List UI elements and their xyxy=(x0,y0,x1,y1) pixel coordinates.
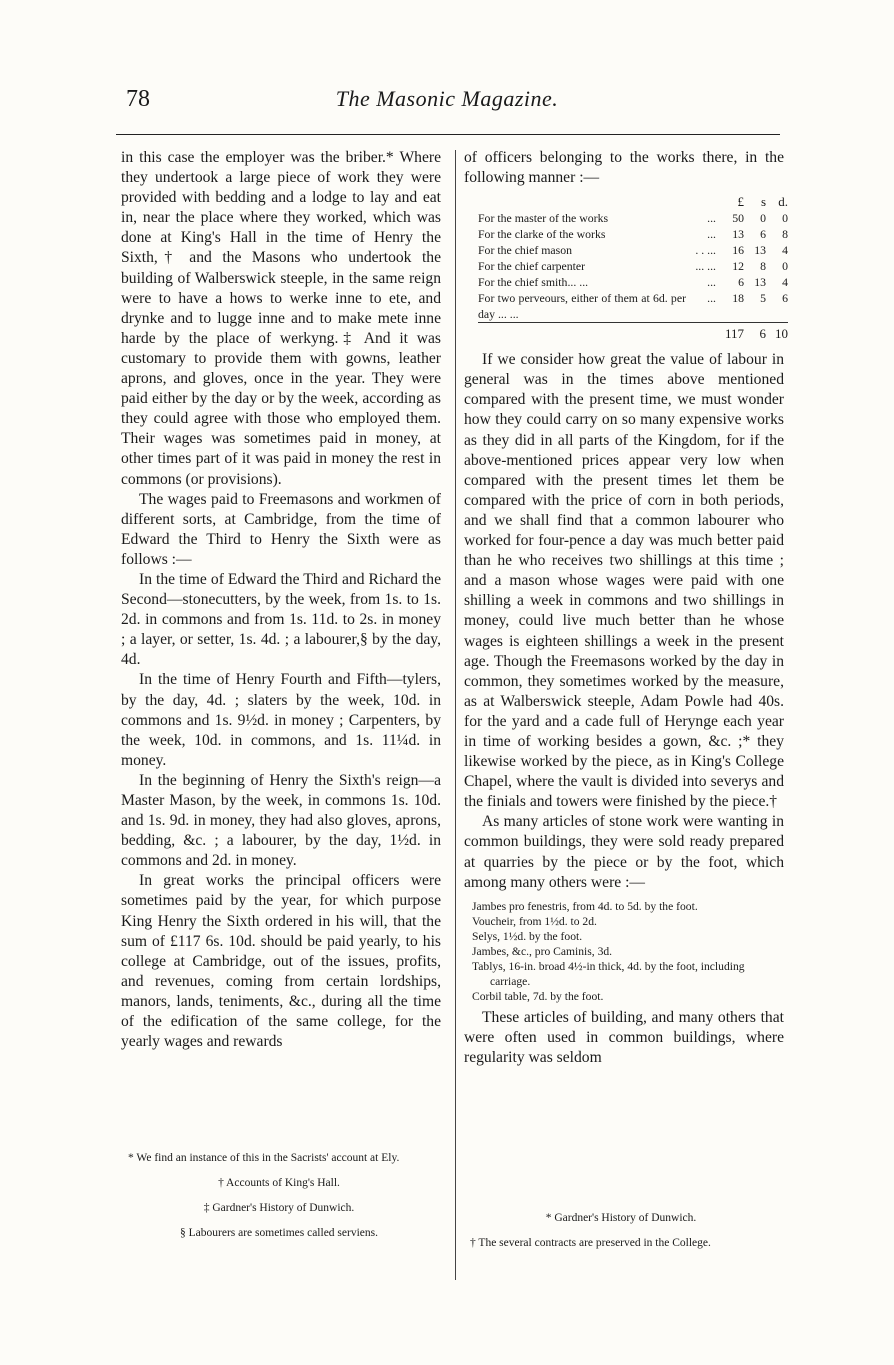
row-pence: 8 xyxy=(782,227,788,242)
row-dots: . . ... xyxy=(695,243,716,258)
row-pounds: 50 xyxy=(732,211,744,226)
row-dots: ... xyxy=(707,291,716,306)
accounts-row xyxy=(478,274,788,290)
accounts-row xyxy=(478,258,788,274)
row-shillings: 0 xyxy=(760,211,766,226)
article-item: Jambes, &c., pro Caminis, 3d. xyxy=(472,944,613,958)
row-pounds: 18 xyxy=(732,291,744,306)
accounts-row xyxy=(478,226,788,242)
left-column xyxy=(121,148,441,1052)
row-shillings: 8 xyxy=(760,259,766,274)
left-paragraph: In the time of Edward the Third and Richard the Second—stonecutters, by the week, from 1s. to 1s. 2d. in commons and from 1s. 11d. to 2s. in money ; a layer, or setter, 1s. 4d. ; a labourer,§ by the day, 4d. xyxy=(121,570,441,669)
left-paragraph: in this case the employer was the briber.* Where they undertook a large piece of work they were provided with bedding and a lodge to lay and eat in, near the place where they worked, which was done at King's Hall in the time of Henry the Sixth,† and the Masons who undertook the building of Walberswick steeple, in the same reign were to have a hows to werke inne to ete, and drynke and to lugge inne and to make mete inne harde by the place of werkyng.‡ And it was customary to provide them with gowns, leather aprons, and gloves, once in the year. They were paid either by the day or by the week, according as they could agree with those who employed them. Their wages was sometimes paid in money, at other times part of it was paid in money the rest in commons (or provisions). xyxy=(121,149,441,488)
row-shillings: 6 xyxy=(760,227,766,242)
row-shillings: 13 xyxy=(754,243,766,258)
column-divider xyxy=(455,150,456,1280)
footnote: † The several contracts are preserved in the College. xyxy=(470,1237,711,1249)
right-footnotes xyxy=(458,1210,784,1252)
footnote: * We find an instance of this in the Sacrists' account at Ely. xyxy=(128,1152,400,1164)
article-item: Tablys, 16-in. broad 4½-in thick, 4d. by the foot, including carriage. xyxy=(472,959,745,988)
total-shillings: 6 xyxy=(744,323,766,343)
left-paragraph: The wages paid to Freemasons and workmen of different sorts, at Cambridge, from the time of Edward the Third to Henry the Sixth were as follows :— xyxy=(121,490,441,568)
row-label: For the chief smith... ... xyxy=(478,275,589,290)
accounts-row xyxy=(478,242,788,258)
stone-articles-list xyxy=(472,899,784,1004)
page-title: The Masonic Magazine. xyxy=(335,86,559,111)
row-label: For the chief mason xyxy=(478,243,573,258)
row-label: For the clarke of the works xyxy=(478,227,606,242)
row-pence: 0 xyxy=(782,211,788,226)
page-number: 78 xyxy=(126,86,150,112)
row-label: For two perveours, either of them at 6d. per day ... ... xyxy=(478,291,686,322)
row-pounds: 12 xyxy=(732,259,744,274)
row-dots: ... ... xyxy=(695,259,716,274)
shilling-header: s xyxy=(760,194,766,210)
row-dots: ... xyxy=(707,275,716,290)
footnote: § Labourers are sometimes called serviens. xyxy=(180,1227,378,1239)
row-pence: 4 xyxy=(782,275,788,290)
row-pence: 6 xyxy=(782,291,788,306)
footnote: ‡ Gardner's History of Dunwich. xyxy=(203,1202,355,1214)
right-intro: of officers belonging to the works there, in the following manner :— xyxy=(464,149,784,187)
row-dots: ... xyxy=(707,211,716,226)
accounts-row xyxy=(478,290,788,323)
accounts-total-row xyxy=(478,323,788,343)
article-item: Jambes pro fenestris, from 4d. to 5d. by the foot. xyxy=(472,899,698,913)
left-paragraph: In the time of Henry Fourth and Fifth—tylers, by the day, 4d. ; slaters by the week, 10d. in commons and 1s. 9½d. in money ; Carpenters, by the week, 10d. in commons, and 1s. 11¼d. in money. xyxy=(121,671,441,769)
footnote: † Accounts of King's Hall. xyxy=(218,1177,340,1189)
pence-header: d. xyxy=(778,194,788,210)
row-shillings: 13 xyxy=(754,275,766,290)
header-rule xyxy=(116,134,780,135)
pound-header: £ xyxy=(737,194,744,210)
row-label: For the chief carpenter xyxy=(478,259,586,274)
left-paragraph: In great works the principal officers were sometimes paid by the year, for which purpose King Henry the Sixth ordered in his will, that the sum of £117 6s. 10d. should be paid yearly, to his college at Cambridge, out of the issues, profits, and revenues, coming from certain lordships, manors, lands, teniments, &c., during all the time of the edification of the same college, for the yearly wages and rewards xyxy=(121,872,441,1051)
row-pounds: 6 xyxy=(738,275,744,290)
article-item: Selys, 1½d. by the foot. xyxy=(472,929,583,943)
footnote: * Gardner's History of Dunwich. xyxy=(545,1212,697,1224)
accounts-table xyxy=(478,194,788,342)
row-dots: ... xyxy=(707,227,716,242)
accounts-header-row xyxy=(478,194,788,210)
row-pounds: 16 xyxy=(732,243,744,258)
row-pence: 0 xyxy=(782,259,788,274)
right-paragraph: As many articles of stone work were wanting in common buildings, they were sold ready prepared at quarries by the piece or by the foot, which among many others were :— xyxy=(464,813,784,891)
right-closing: These articles of building, and many others that were often used in common buildings, where regularity was seldom xyxy=(464,1008,784,1066)
row-pounds: 13 xyxy=(732,227,744,242)
article-item: Voucheir, from 1½d. to 2d. xyxy=(472,914,597,928)
accounts-row xyxy=(478,210,788,226)
row-pence: 4 xyxy=(782,243,788,258)
row-shillings: 5 xyxy=(760,291,766,306)
article-item: Corbil table, 7d. by the foot. xyxy=(472,989,604,1003)
left-paragraph: In the beginning of Henry the Sixth's reign—a Master Mason, by the week, in commons 1s. 10d. and 1s. 9d. in money, they had also gloves, aprons, bedding, &c. ; a labourer, by the day, 1½d. in commons and 2d. in money. xyxy=(121,771,441,870)
right-paragraph: If we consider how great the value of labour in general was in the times above mentioned compared with the present time, we must wonder how they could carry on so many expensive works as they did in all parts of the Kingdom, for if the above-mentioned prices appear very low when compared with the present times let them be compared with the price of corn in both periods, and we shall find that a common labourer who worked for four-pence a day was much better paid than he who receives two shillings at this time ; and a mason whose wages were paid with one shilling a week in commons and two shillings in money, could live much better than he whose wages is eighteen shillings a week in the present age. Though the Freemasons worked by the day in common, they sometimes worked by the measure, as at Walberswick steeple, Adam Powle had 40s. for the yard and a cade full of Herynge each year in time of working besides a gown, &c. ;* they likewise worked by the piece, as in King's College Chapel, where the vault is divided into severys and the finials and towers were finished by the piece.† xyxy=(464,351,784,811)
total-pounds: 117 xyxy=(722,323,744,343)
total-pence: 10 xyxy=(766,323,788,343)
right-column xyxy=(464,148,788,1068)
row-label: For the master of the works xyxy=(478,211,609,226)
left-footnotes xyxy=(116,1150,442,1242)
